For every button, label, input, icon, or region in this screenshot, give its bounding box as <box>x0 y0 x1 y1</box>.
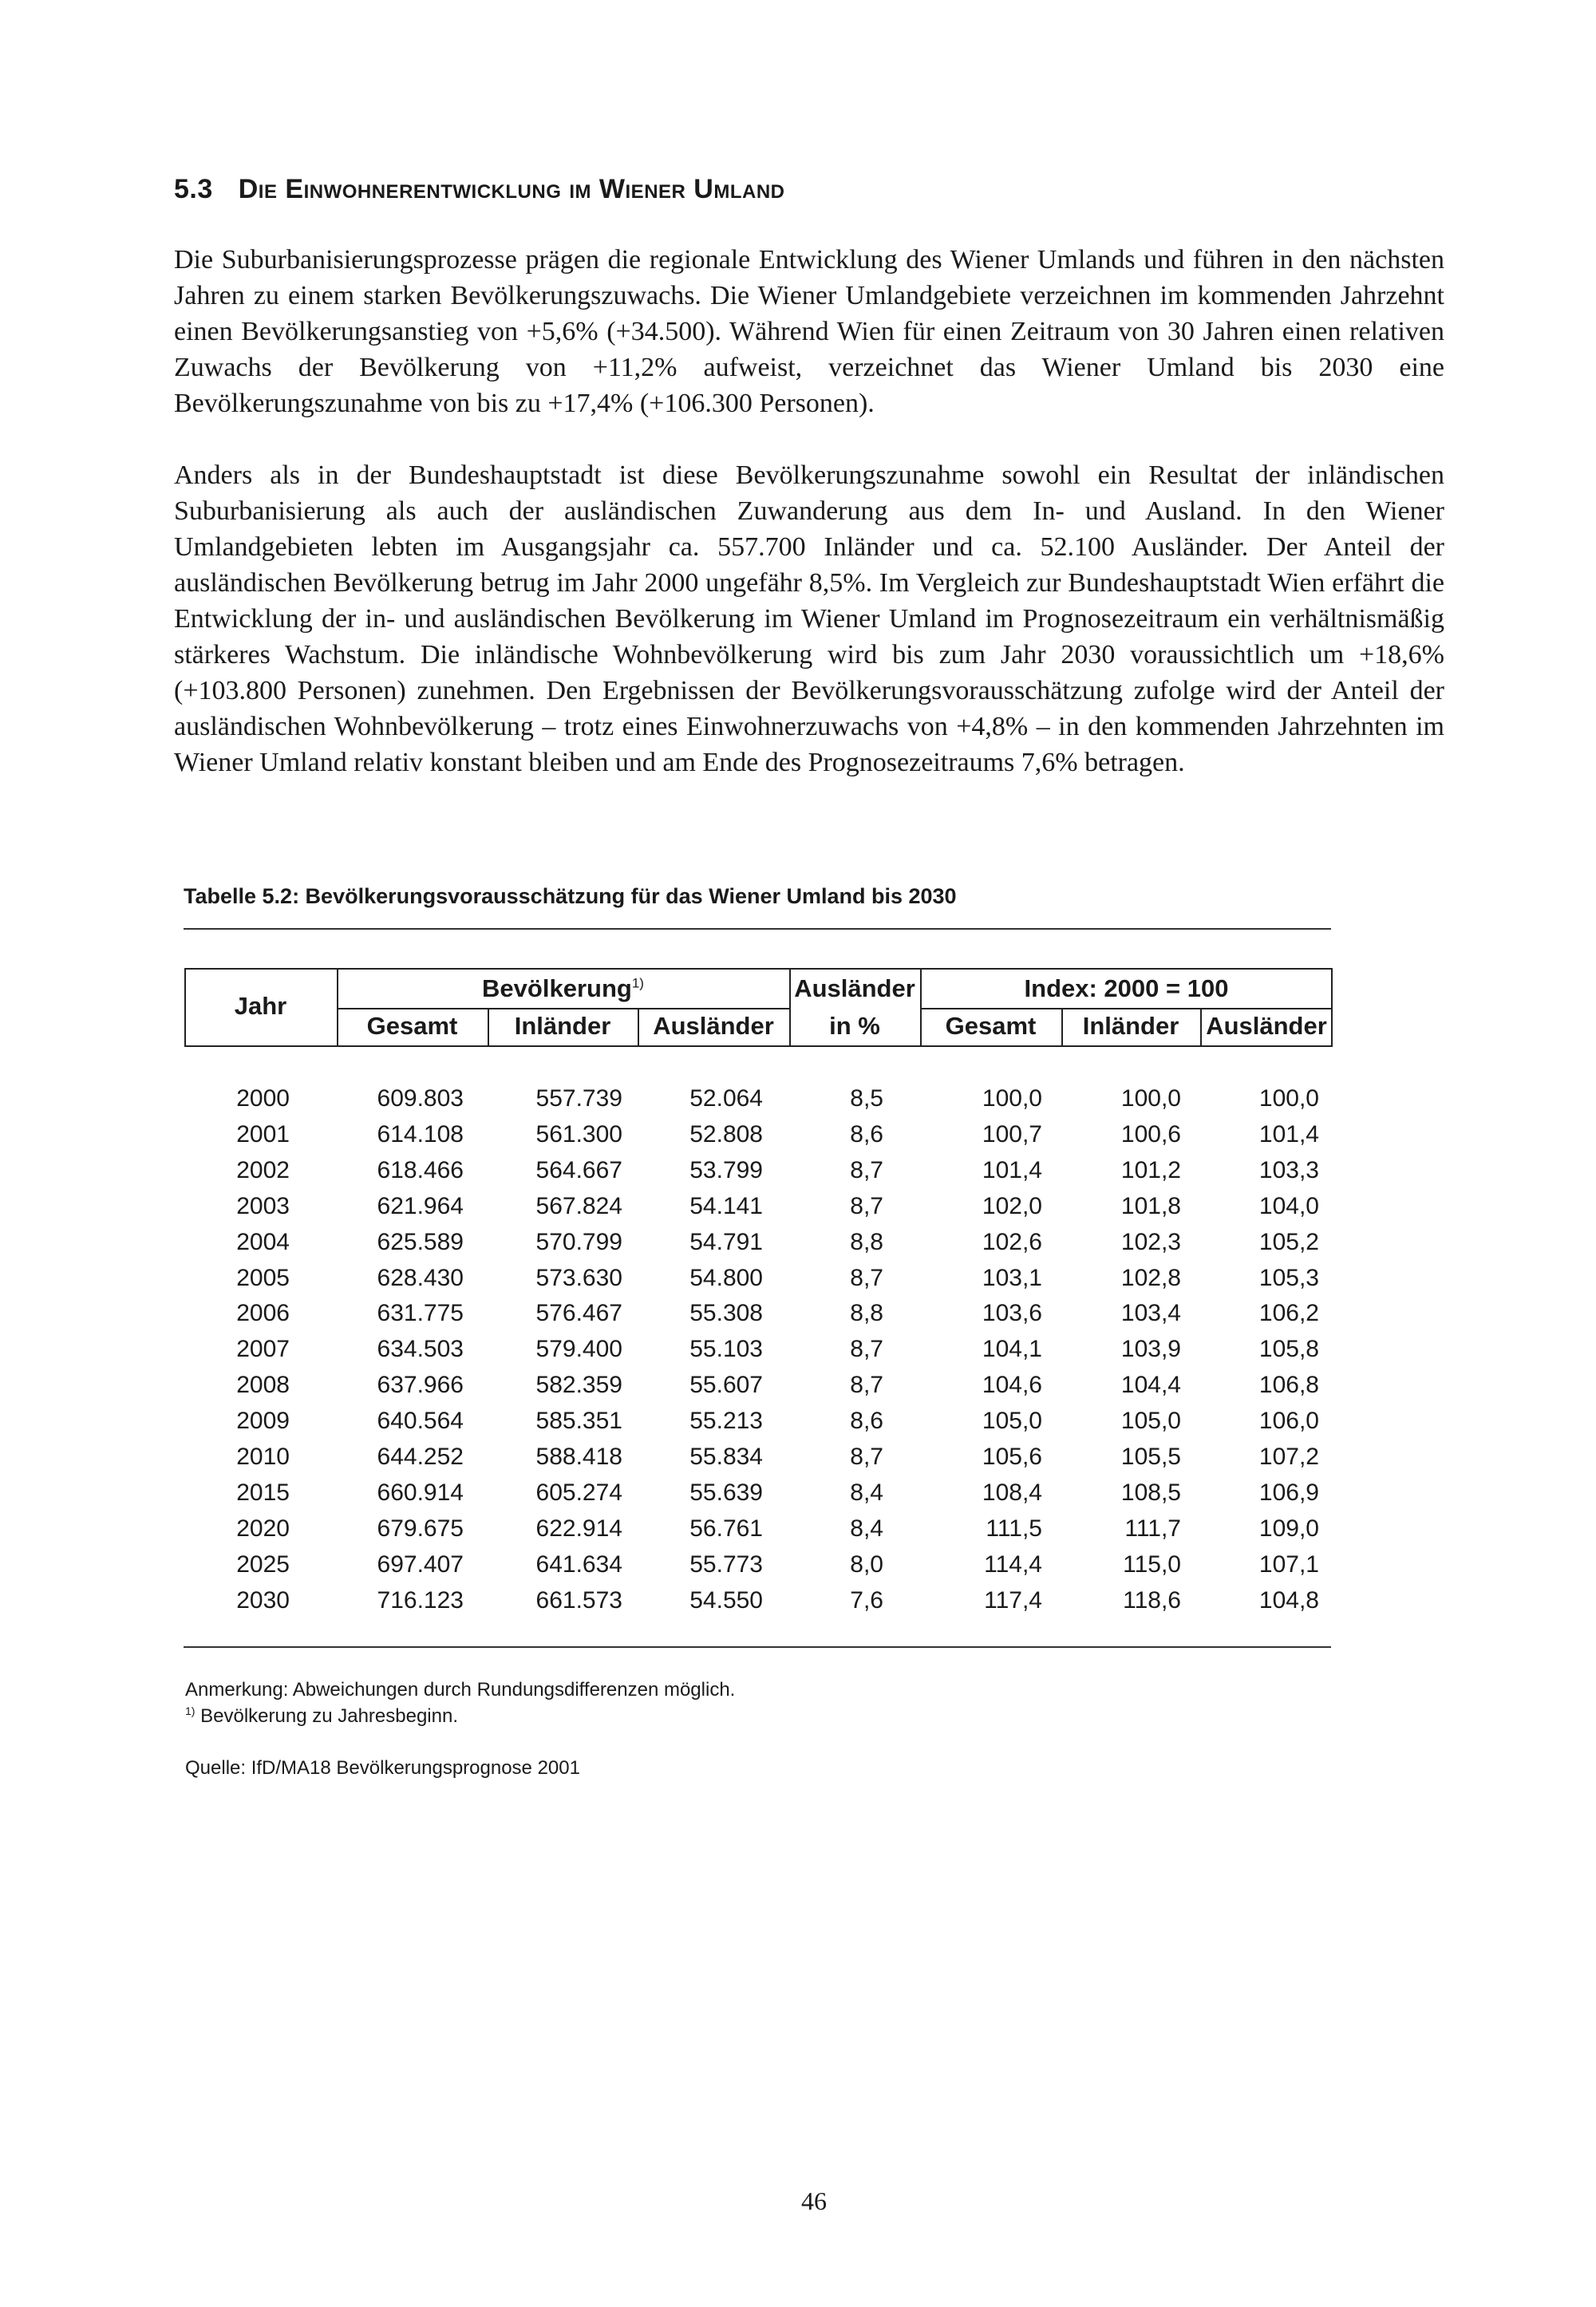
cell-index-auslaender: 105,2 <box>1258 1228 1319 1255</box>
cell-year: 2004 <box>236 1228 290 1255</box>
cell-year: 2006 <box>236 1300 290 1327</box>
cell-auslaender-pct: 8,5 <box>850 1085 883 1112</box>
cell-index-inlaender: 105,0 <box>1120 1408 1181 1435</box>
cell-inlaender: 661.573 <box>535 1586 622 1614</box>
header-index-gesamt: Gesamt <box>945 1012 1037 1040</box>
paragraph-2: Anders als in der Bundeshauptstadt ist diese Bevölkerungszunahme sowohl ein Resultat der inländischen Suburbanisierung als auch der ausländischen Zuwanderung aus dem In- und Ausland. In den Wiener Umlandgebieten lebten im Ausgangsjahr ca. 557.700 Inländer und ca. 52.100 Ausländer. Der Anteil der ausländischen Bevölkerung betrug im Jahr 2000 ungefähr 8,5%. Im Vergleich zur Bundeshauptstadt Wien erfährt die Entwicklung der in- und ausländischen Bevölkerung im Wiener Umland im Prognosezeitraum ein verhältnismäßig stärkeres Wachstum. Die inländische Wohnbevölkerung wird bis zum Jahr 2030 voraussichtlich um +18,6% (+103.800 Personen) zunehmen. Den Ergebnissen der Bevölkerungsvorausschätzung zufolge wird der Anteil der ausländischen Wohnbevölkerung – trotz eines Einwohnerzuwachs von +4,8% – in den kommenden Jahrzehnten im Wiener Umland relativ konstant bleiben und am Ende des Prognosezeitraums 7,6% betragen. <box>174 460 1444 777</box>
cell-index-gesamt: 103,6 <box>982 1300 1042 1327</box>
cell-index-inlaender: 100,6 <box>1120 1120 1181 1148</box>
cell-gesamt: 625.589 <box>377 1228 464 1255</box>
cell-index-auslaender: 100,0 <box>1258 1085 1319 1112</box>
header-mid-line-left <box>337 1008 789 1009</box>
cell-auslaender: 52.808 <box>689 1120 763 1148</box>
cell-index-auslaender: 105,8 <box>1258 1336 1319 1363</box>
footnote-text: Bevölkerung zu Jahresbeginn. <box>200 1705 458 1727</box>
section-heading <box>174 174 785 205</box>
cell-auslaender: 52.064 <box>689 1085 763 1112</box>
header-bottom-line <box>184 1045 1333 1047</box>
cell-gesamt: 679.675 <box>377 1515 464 1542</box>
cell-year: 2003 <box>236 1192 290 1219</box>
cell-index-auslaender: 106,9 <box>1258 1479 1319 1506</box>
cell-auslaender-pct: 8,4 <box>850 1515 883 1542</box>
cell-index-gesamt: 103,1 <box>982 1264 1042 1291</box>
header-index: Index: 2000 = 100 <box>1024 974 1229 1002</box>
cell-index-auslaender: 104,8 <box>1258 1586 1319 1614</box>
cell-inlaender: 605.274 <box>535 1479 622 1506</box>
cell-auslaender: 54.141 <box>689 1192 763 1219</box>
header-auslaender-pct-bottom: in % <box>829 1012 880 1040</box>
cell-year: 2000 <box>236 1085 290 1112</box>
header-top-line <box>184 968 1333 970</box>
cell-auslaender-pct: 8,7 <box>850 1192 883 1219</box>
cell-index-gesamt: 117,4 <box>984 1586 1042 1614</box>
cell-year: 2007 <box>236 1336 290 1363</box>
header-gesamt: Gesamt <box>366 1012 458 1040</box>
cell-auslaender-pct: 8,4 <box>850 1479 883 1506</box>
cell-gesamt: 618.466 <box>377 1156 464 1183</box>
cell-index-gesamt: 111,5 <box>986 1515 1042 1542</box>
cell-index-inlaender: 105,5 <box>1120 1444 1181 1470</box>
cell-auslaender-pct: 8,8 <box>850 1228 883 1255</box>
header-bevoelkerung <box>337 974 789 1003</box>
header-jahr: Jahr <box>234 992 287 1020</box>
cell-index-inlaender: 108,5 <box>1120 1479 1181 1506</box>
cell-gesamt: 631.775 <box>377 1300 464 1327</box>
cell-inlaender: 576.467 <box>535 1300 622 1327</box>
cell-inlaender: 564.667 <box>535 1156 622 1183</box>
cell-auslaender: 54.800 <box>689 1264 763 1291</box>
table-footnote <box>185 1705 458 1728</box>
cell-auslaender: 55.308 <box>689 1300 763 1327</box>
cell-gesamt: 644.252 <box>377 1444 464 1470</box>
cell-year: 2030 <box>236 1586 290 1614</box>
cell-inlaender: 582.359 <box>535 1372 622 1399</box>
cell-index-auslaender: 101,4 <box>1258 1120 1319 1148</box>
paragraph-1: Die Suburbanisierungsprozesse prägen die regionale Entwicklung des Wiener Umlands und führen in den nächsten Jahren zu einem starken Bevölkerungszuwachs. Die Wiener Umlandgebiete verzeichnen im kommenden Jahrzehnt einen Bevölkerungsanstieg von +5,6% (+34.500). Während Wien für einen Zeitraum von 30 Jahren einen relativen Zuwachs der Bevölkerung von +11,2% aufweist, verzeichnet das Wiener Umland bis 2030 eine Bevölkerungszunahme von bis zu +17,4% (+106.300 Personen). <box>174 245 1444 418</box>
cell-auslaender: 55.103 <box>689 1336 763 1363</box>
cell-auslaender-pct: 8,0 <box>850 1551 883 1578</box>
cell-index-inlaender: 103,4 <box>1120 1300 1181 1327</box>
cell-auslaender-pct: 8,7 <box>850 1156 883 1183</box>
cell-index-inlaender: 100,0 <box>1120 1085 1181 1112</box>
cell-index-inlaender: 102,8 <box>1120 1264 1181 1291</box>
table-note: Anmerkung: Abweichungen durch Rundungsdifferenzen möglich. <box>185 1679 736 1701</box>
page-number: 46 <box>801 2187 827 2215</box>
cell-year: 2010 <box>236 1444 290 1470</box>
cell-inlaender: 570.799 <box>535 1228 622 1255</box>
cell-index-inlaender: 103,9 <box>1120 1336 1181 1363</box>
header-index-auslaender: Ausländer <box>1206 1012 1327 1040</box>
footnote-marker: 1) <box>631 975 644 991</box>
cell-auslaender: 55.607 <box>689 1372 763 1399</box>
cell-year: 2005 <box>236 1264 290 1291</box>
cell-index-auslaender: 109,0 <box>1258 1515 1319 1542</box>
cell-auslaender: 53.799 <box>689 1156 763 1183</box>
header-inlaender: Inländer <box>514 1012 611 1040</box>
cell-auslaender: 55.773 <box>689 1551 763 1578</box>
header-bevoelkerung-label: Bevölkerung <box>482 974 632 1002</box>
cell-auslaender-pct: 8,7 <box>850 1372 883 1399</box>
header-auslaender-pct-top: Ausländer <box>794 974 915 1002</box>
cell-inlaender: 561.300 <box>535 1120 622 1148</box>
cell-inlaender: 588.418 <box>535 1444 622 1470</box>
cell-index-gesamt: 102,0 <box>982 1192 1042 1219</box>
cell-index-gesamt: 100,0 <box>982 1085 1042 1112</box>
table-bottom-rule <box>184 1646 1331 1648</box>
cell-gesamt: 640.564 <box>377 1408 464 1435</box>
cell-index-auslaender: 106,8 <box>1258 1372 1319 1399</box>
cell-auslaender-pct: 7,6 <box>850 1586 883 1614</box>
cell-gesamt: 716.123 <box>377 1586 464 1614</box>
table-caption: Tabelle 5.2: Bevölkerungsvorausschätzung für das Wiener Umland bis 2030 <box>184 884 957 908</box>
cell-auslaender-pct: 8,8 <box>850 1300 883 1327</box>
cell-index-gesamt: 101,4 <box>982 1156 1042 1183</box>
cell-year: 2015 <box>236 1479 290 1506</box>
cell-gesamt: 697.407 <box>377 1551 464 1578</box>
section-title: Die Einwohnerentwicklung im Wiener Umland <box>238 174 785 204</box>
cell-year: 2025 <box>236 1551 290 1578</box>
cell-index-inlaender: 115,0 <box>1123 1551 1181 1578</box>
cell-gesamt: 637.966 <box>377 1372 464 1399</box>
cell-year: 2008 <box>236 1372 290 1399</box>
cell-index-auslaender: 105,3 <box>1258 1264 1319 1291</box>
cell-index-auslaender: 106,0 <box>1258 1408 1319 1435</box>
cell-year: 2020 <box>236 1515 290 1542</box>
cell-auslaender: 55.639 <box>689 1479 763 1506</box>
cell-index-auslaender: 104,0 <box>1258 1192 1319 1219</box>
cell-year: 2001 <box>236 1120 290 1148</box>
cell-index-inlaender: 101,8 <box>1120 1192 1181 1219</box>
cell-auslaender: 55.213 <box>689 1408 763 1435</box>
cell-index-gesamt: 105,0 <box>982 1408 1042 1435</box>
cell-index-gesamt: 100,7 <box>982 1120 1042 1148</box>
header-index-inlaender: Inländer <box>1082 1012 1179 1040</box>
footnote-mark: 1) <box>185 1705 196 1717</box>
cell-index-gesamt: 105,6 <box>982 1444 1042 1470</box>
cell-index-inlaender: 101,2 <box>1120 1156 1181 1183</box>
cell-index-inlaender: 102,3 <box>1120 1228 1181 1255</box>
cell-index-gesamt: 104,6 <box>982 1372 1042 1399</box>
cell-auslaender-pct: 8,7 <box>850 1336 883 1363</box>
cell-inlaender: 579.400 <box>535 1336 622 1363</box>
caption-rule <box>184 928 1331 930</box>
cell-gesamt: 614.108 <box>377 1120 464 1148</box>
cell-inlaender: 622.914 <box>535 1515 622 1542</box>
cell-auslaender: 56.761 <box>689 1515 763 1542</box>
header-auslaender: Ausländer <box>653 1012 774 1040</box>
section-number: 5.3 <box>174 174 213 204</box>
cell-auslaender: 54.550 <box>689 1586 763 1614</box>
cell-index-auslaender: 107,2 <box>1258 1444 1319 1470</box>
cell-gesamt: 621.964 <box>377 1192 464 1219</box>
cell-year: 2002 <box>236 1156 290 1183</box>
cell-inlaender: 585.351 <box>535 1408 622 1435</box>
cell-inlaender: 641.634 <box>535 1551 622 1578</box>
cell-index-gesamt: 108,4 <box>982 1479 1042 1506</box>
cell-index-gesamt: 114,4 <box>984 1551 1042 1578</box>
cell-gesamt: 628.430 <box>377 1264 464 1291</box>
cell-index-inlaender: 118,6 <box>1123 1586 1181 1614</box>
header-mid-line-right <box>920 1008 1333 1009</box>
cell-index-gesamt: 104,1 <box>982 1336 1042 1363</box>
cell-index-gesamt: 102,6 <box>982 1228 1042 1255</box>
cell-index-auslaender: 106,2 <box>1258 1300 1319 1327</box>
cell-index-inlaender: 104,4 <box>1120 1372 1181 1399</box>
cell-gesamt: 609.803 <box>377 1085 464 1112</box>
cell-gesamt: 634.503 <box>377 1336 464 1363</box>
cell-inlaender: 567.824 <box>535 1192 622 1219</box>
cell-gesamt: 660.914 <box>377 1479 464 1506</box>
cell-auslaender: 55.834 <box>689 1444 763 1470</box>
table-source: Quelle: IfD/MA18 Bevölkerungsprognose 2001 <box>185 1757 580 1779</box>
cell-inlaender: 573.630 <box>535 1264 622 1291</box>
cell-auslaender-pct: 8,7 <box>850 1444 883 1470</box>
cell-index-auslaender: 103,3 <box>1258 1156 1319 1183</box>
cell-year: 2009 <box>236 1408 290 1435</box>
cell-auslaender-pct: 8,6 <box>850 1120 883 1148</box>
cell-index-inlaender: 111,7 <box>1124 1515 1181 1542</box>
cell-auslaender-pct: 8,6 <box>850 1408 883 1435</box>
cell-auslaender: 54.791 <box>689 1228 763 1255</box>
cell-inlaender: 557.739 <box>535 1085 622 1112</box>
cell-auslaender-pct: 8,7 <box>850 1264 883 1291</box>
cell-index-auslaender: 107,1 <box>1258 1551 1319 1578</box>
